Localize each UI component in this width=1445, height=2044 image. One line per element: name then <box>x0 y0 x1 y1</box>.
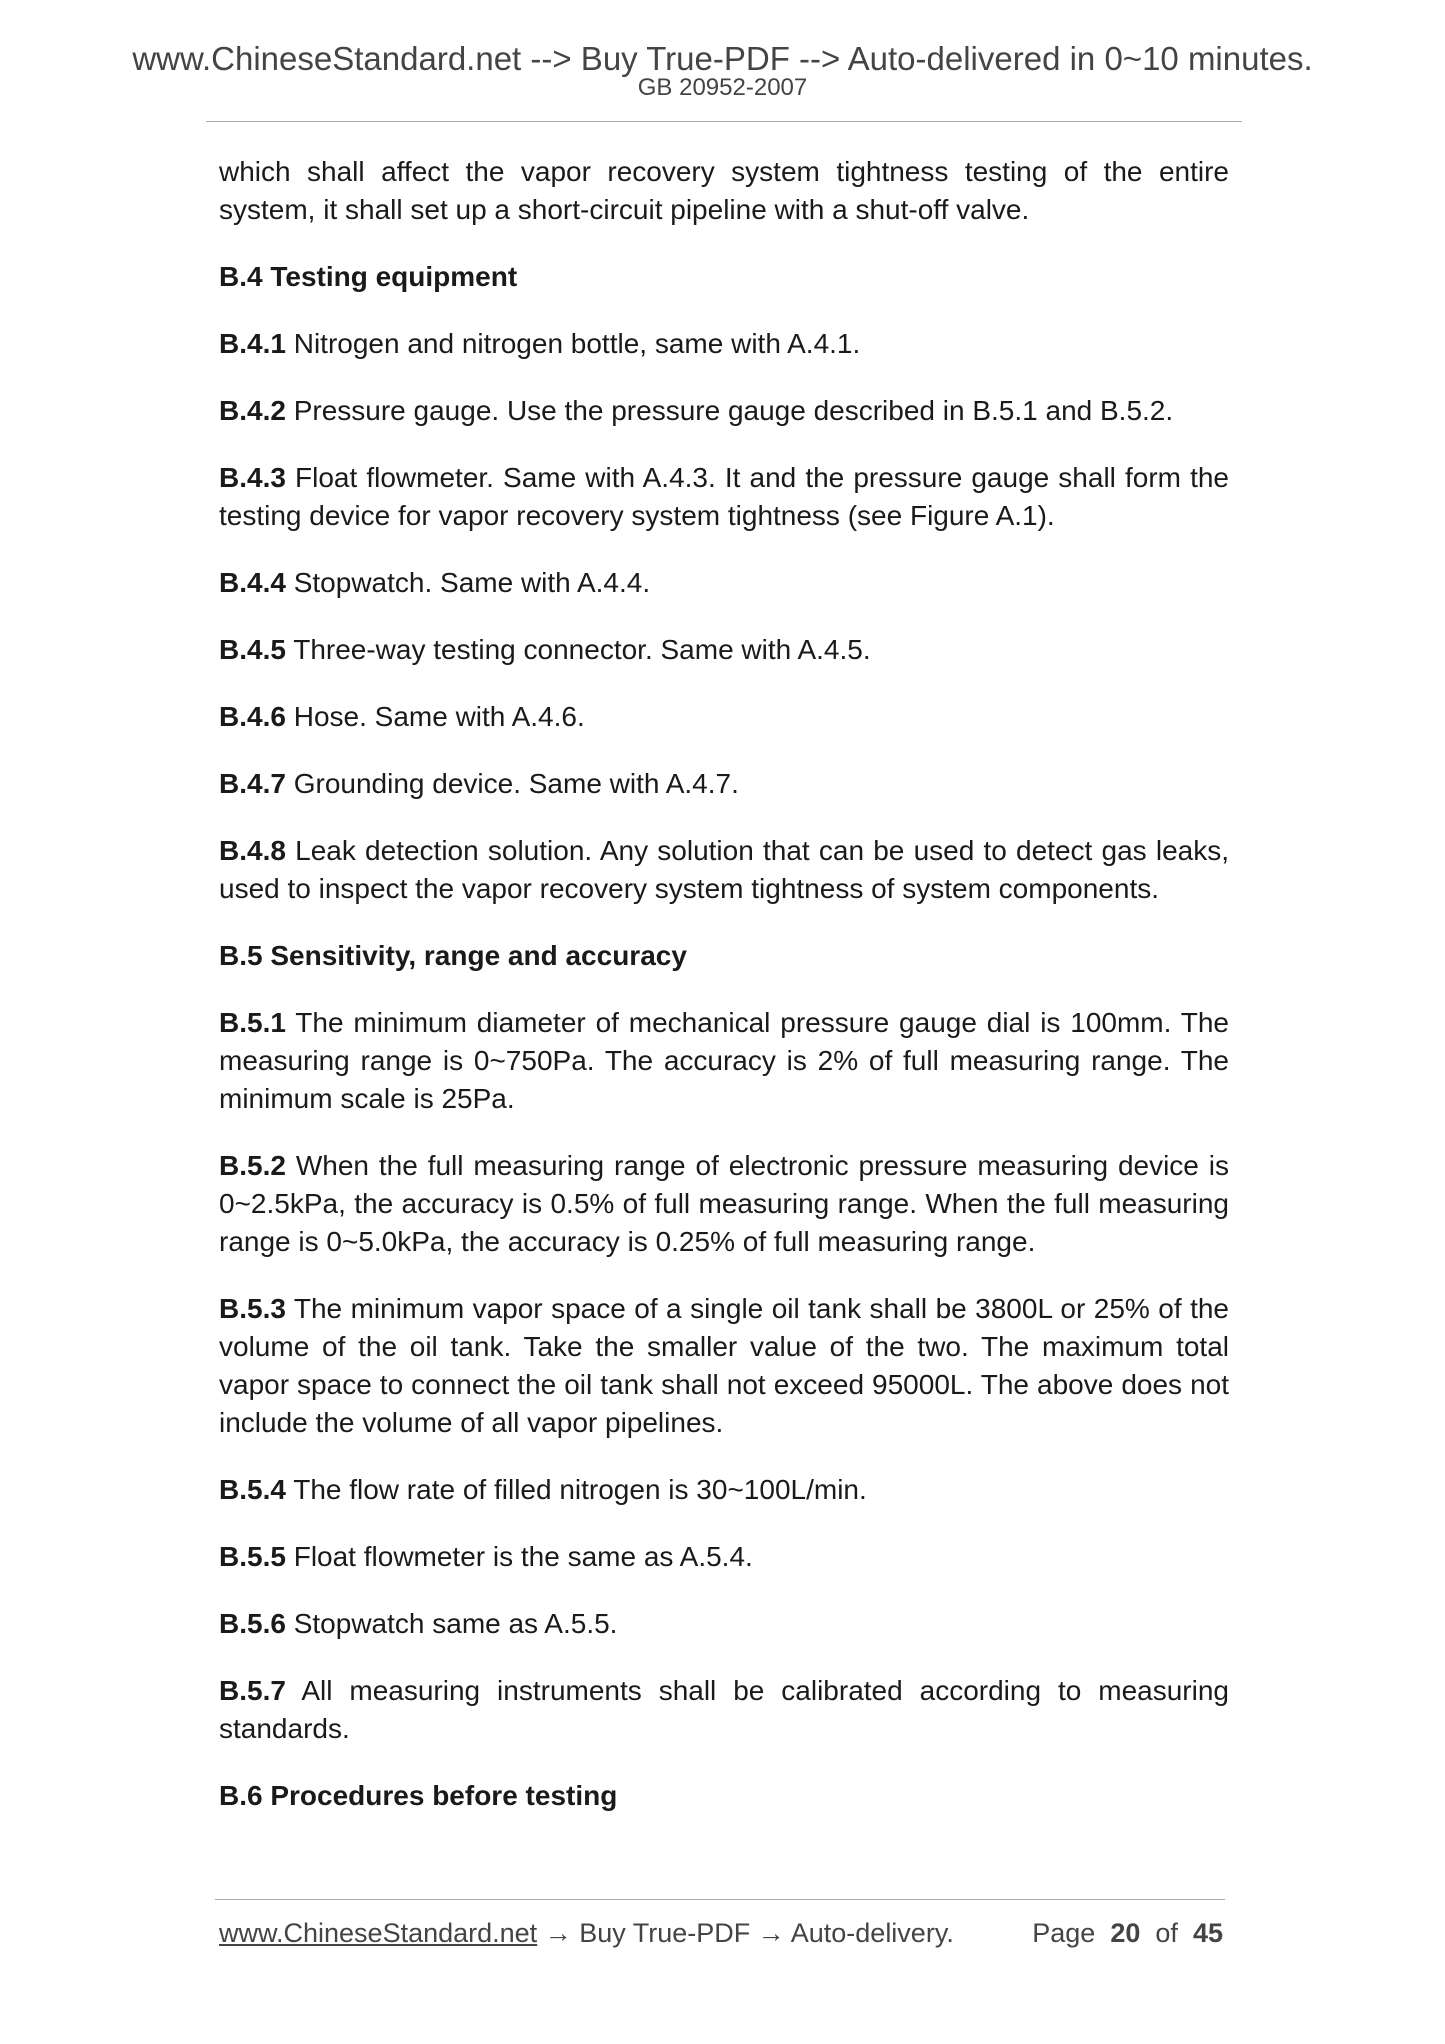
clause <box>219 459 1229 535</box>
top-banner: www.ChineseStandard.net --> Buy True-PDF --> Auto-delivered in 0~10 minutes. <box>132 40 1313 77</box>
clause <box>219 1004 1229 1118</box>
clause-text: Hose. Same with A.4.6. <box>285 701 585 732</box>
clause <box>219 325 1229 363</box>
clause-text: The flow rate of filled nitrogen is 30~100L/min. <box>285 1474 867 1505</box>
clause-number: B.5.3 <box>219 1293 286 1324</box>
section-heading <box>219 937 1229 975</box>
clause-text: Grounding device. Same with A.4.7. <box>285 768 739 799</box>
clause-text: Three-way testing connector. Same with A.4.5. <box>285 634 871 665</box>
clause <box>219 631 1229 669</box>
clause-number: B.5.2 <box>219 1150 286 1181</box>
clause-number: B.5.6 <box>219 1608 286 1639</box>
page-label: Page <box>1032 1918 1096 1948</box>
clause-number: B.4.6 <box>219 701 286 732</box>
heading-text: B.6 Procedures before testing <box>219 1780 618 1811</box>
clause-number: B.4.1 <box>219 328 286 359</box>
clause-text: The minimum vapor space of a single oil tank shall be 3800L or 25% of the volume of the oil tank. Take the smaller value of the two. The maximum total vapor space to connect the oil tank shall not exceed 95000L. The above does not include the volume of all vapor pipelines. <box>219 1293 1229 1438</box>
clause <box>219 1471 1229 1509</box>
clause-text: Stopwatch same as A.5.5. <box>285 1608 618 1639</box>
clause <box>219 1672 1229 1748</box>
clause-number: B.4.8 <box>219 835 286 866</box>
clause-text: Leak detection solution. Any solution that can be used to detect gas leaks, used to inspect the vapor recovery system tightness of system components. <box>219 835 1229 904</box>
clause-text: All measuring instruments shall be calibrated according to measuring standards. <box>219 1675 1229 1744</box>
footer-website-link[interactable]: www.ChineseStandard.net <box>219 1918 538 1948</box>
current-page-number: 20 <box>1110 1918 1141 1948</box>
clause-text: The minimum diameter of mechanical pressure gauge dial is 100mm. The measuring range is 0~750Pa. The accuracy is 2% of full measuring range. The minimum scale is 25Pa. <box>219 1007 1229 1114</box>
clause-number: B.4.4 <box>219 567 286 598</box>
clause-number: B.4.5 <box>219 634 286 665</box>
page-indicator <box>1032 1918 1223 1949</box>
header-divider <box>206 121 1242 122</box>
clause-text: Pressure gauge. Use the pressure gauge described in B.5.1 and B.5.2. <box>285 395 1174 426</box>
section-heading <box>219 258 1229 296</box>
document-body <box>219 153 1229 1844</box>
clause <box>219 698 1229 736</box>
clause-number: B.4.3 <box>219 462 286 493</box>
clause <box>219 832 1229 908</box>
clause <box>219 392 1229 430</box>
clause-text: When the full measuring range of electronic pressure measuring device is 0~2.5kPa, the accuracy is 0.5% of full measuring range. When the full measuring range is 0~5.0kPa, the accuracy is 0.25% of full measuring range. <box>219 1150 1229 1257</box>
paragraph <box>219 153 1229 229</box>
clause-number: B.4.7 <box>219 768 286 799</box>
clause <box>219 1147 1229 1261</box>
clause <box>219 564 1229 602</box>
total-pages-number: 45 <box>1192 1918 1223 1948</box>
clause-number: B.5.1 <box>219 1007 286 1038</box>
paragraph-text: which shall affect the vapor recovery system tightness testing of the entire system, it shall set up a short-circuit pipeline with a shut-off valve. <box>219 156 1229 225</box>
page-footer <box>219 1918 1223 1949</box>
footer-divider <box>215 1899 1225 1900</box>
clause <box>219 765 1229 803</box>
section-heading <box>219 1777 1229 1815</box>
clause-text: Stopwatch. Same with A.4.4. <box>285 567 651 598</box>
clause-text: Float flowmeter. Same with A.4.3. It and the pressure gauge shall form the testing device for vapor recovery system tightness (see Figure A.1). <box>219 462 1229 531</box>
clause <box>219 1290 1229 1442</box>
heading-text: B.4 Testing equipment <box>219 261 518 292</box>
clause-number: B.5.4 <box>219 1474 286 1505</box>
clause <box>219 1538 1229 1576</box>
standard-code: GB 20952-2007 <box>637 74 808 101</box>
footer-tagline: → Buy True-PDF → Auto-delivery. <box>537 1918 954 1948</box>
heading-text: B.5 Sensitivity, range and accuracy <box>219 940 687 971</box>
clause-number: B.5.5 <box>219 1541 286 1572</box>
clause-text: Nitrogen and nitrogen bottle, same with A.4.1. <box>285 328 861 359</box>
clause-number: B.4.2 <box>219 395 286 426</box>
clause <box>219 1605 1229 1643</box>
clause-number: B.5.7 <box>219 1675 286 1706</box>
clause-text: Float flowmeter is the same as A.5.4. <box>285 1541 753 1572</box>
of-label: of <box>1155 1918 1178 1948</box>
